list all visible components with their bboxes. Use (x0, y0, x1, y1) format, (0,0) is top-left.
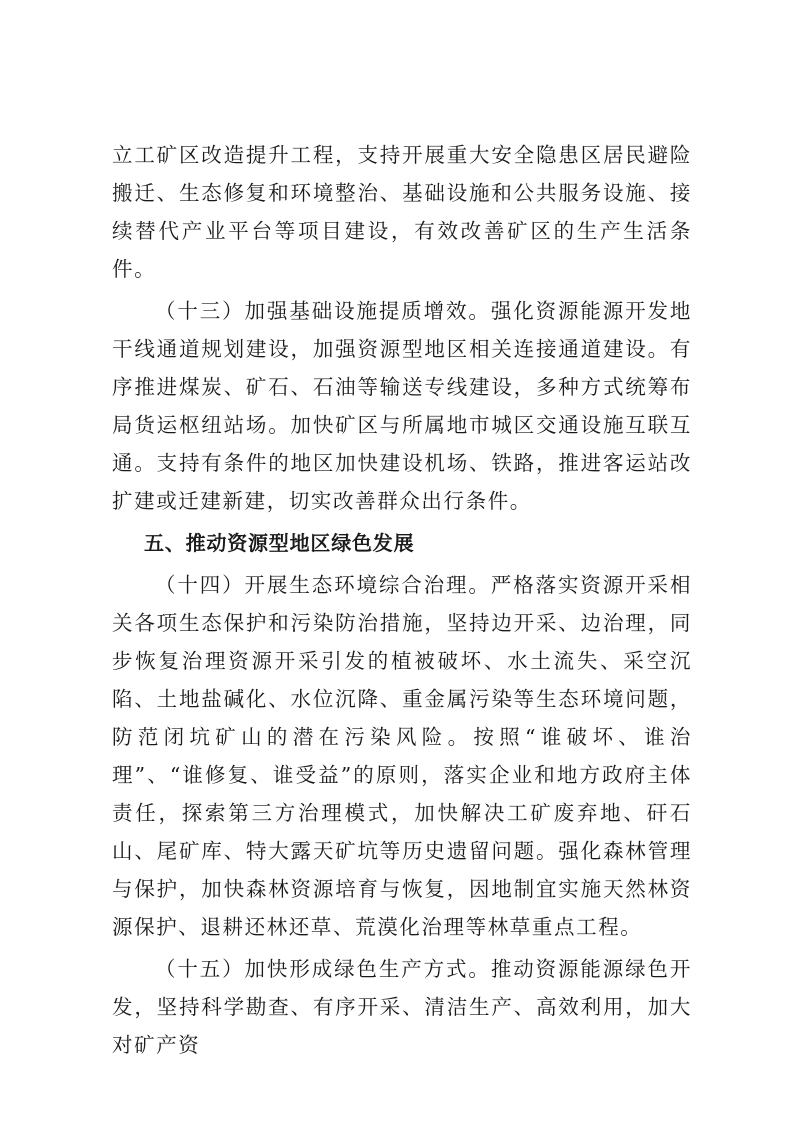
section-heading-green-development: 五、推动资源型地区绿色发展 (144, 531, 415, 555)
paragraph-ecological-governance-body: 严格落实资源开采相关各项生态保护和污染防治措施，坚持边开采、边治理，同步恢复治理资源开采引发的植被破坏、水土流失、采空沉陷、土地盐碱化、水位沉降、重金属污染等生态环境问题，防范闭坑矿山的潜在污染风险。按照“谁破坏、谁治理”、“谁修复、谁受益”的原则，落实企业和地方政府主体责任，探索第三方治理模式，加快解决工矿废弃地、矸石山、尾矿库、特大露天矿坑等历史遗留问题。强化森林管理与保护，加快森林资源培育与恢复，因地制宜实施天然林资源保护、退耕还林还草、荒漠化治理等林草重点工程。 (112, 573, 693, 939)
paragraph-green-production-lead: （十五）加快形成绿色生产方式。 (155, 957, 491, 981)
document-page (112, 136, 692, 1064)
paragraph-infrastructure-body: 强化资源能源开发地干线通道规划建设，加强资源型地区相关连接通道建设。有序推进煤炭、矿石、石油等输送专线建设，多种方式统筹布局货运枢纽站场。加快矿区与所属地市城区交通设施互联互通。支持有条件的地区加快建设机场、铁路，推进客运站改扩建或迁建新建，切实改善群众出行条件。 (112, 299, 693, 513)
paragraph-mine-area-renovation: 立工矿区改造提升工程，支持开展重大安全隐患区居民避险搬迁、生态修复和环境整治、基础设施和公共服务设施、接续替代产业平台等项目建设，有效改善矿区的生产生活条件。 (112, 143, 692, 281)
paragraph-green-production-body: 推动资源能源绿色开发，坚持科学勘查、有序开采、清洁生产、高效利用，加大对矿产资 (112, 957, 693, 1057)
paragraph-green-production (112, 950, 692, 1064)
paragraph-infrastructure (112, 292, 692, 520)
paragraph-ecological-governance-lead: （十四）开展生态环境综合治理。 (155, 573, 491, 597)
paragraph-infrastructure-lead: （十三）加强基础设施提质增效。 (155, 299, 491, 323)
paragraph-ecological-governance (112, 566, 692, 946)
